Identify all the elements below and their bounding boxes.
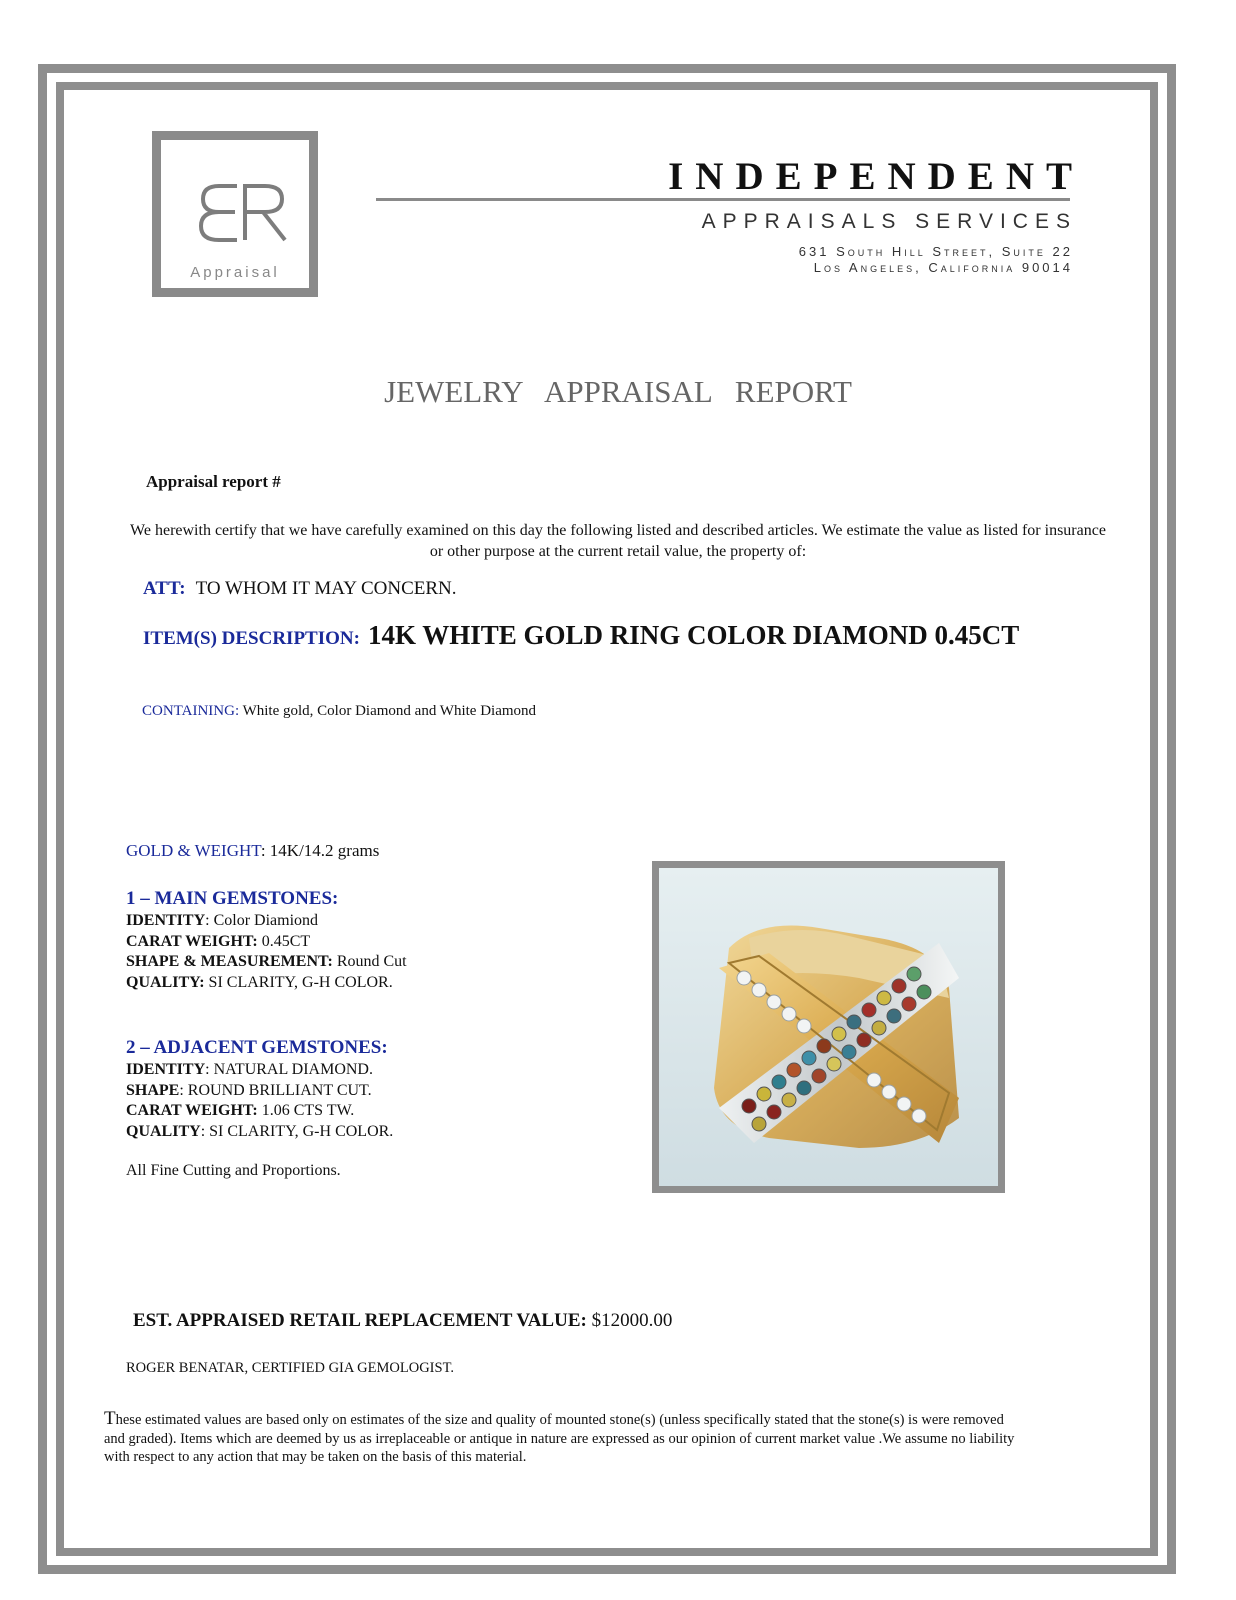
adjacent-carat-row xyxy=(126,1101,393,1122)
disclaimer xyxy=(104,1410,1024,1467)
containing-label: CONTAINING: xyxy=(142,703,240,719)
inner-border xyxy=(56,82,1158,1556)
adjacent-quality-value: : SI CLARITY, G-H COLOR. xyxy=(200,1122,394,1140)
estimated-value-amount: $12000.00 xyxy=(586,1310,673,1331)
main-shape-label: SHAPE & MEASUREMENT: xyxy=(126,953,333,970)
adjacent-carat-value: 1.06 CTS TW. xyxy=(257,1102,355,1119)
adjacent-identity-value: : NATURAL DIAMOND. xyxy=(205,1061,373,1078)
main-identity-row xyxy=(126,911,407,932)
adjacent-gemstones-section xyxy=(126,1036,393,1142)
main-shape-row xyxy=(126,952,407,973)
att-label: ATT: xyxy=(143,578,186,599)
brand-divider xyxy=(376,198,1070,201)
crossover-ring-image xyxy=(659,868,998,1186)
main-shape-value: Round Cut xyxy=(332,953,407,970)
address-line-1: 631 South Hill Street, Suite 22 xyxy=(798,244,1073,259)
report-title: JEWELRY APPRAISAL REPORT xyxy=(384,374,852,409)
logo-word: Appraisal xyxy=(190,264,280,281)
main-carat-value: 0.45CT xyxy=(257,932,311,950)
main-gemstones-section xyxy=(126,887,407,993)
address-line-2: Los Angeles, California 90014 xyxy=(813,260,1073,275)
brand-subtitle: APPRAISALS SERVICES xyxy=(701,210,1077,233)
containing-value: White gold, Color Diamond and White Diamond xyxy=(242,703,537,719)
adjacent-carat-label: CARAT WEIGHT: xyxy=(126,1102,258,1119)
ring-photo xyxy=(652,861,1005,1193)
gemologist-signature: ROGER BENATAR, CERTIFIED GIA GEMOLOGIST. xyxy=(126,1360,454,1376)
main-quality-value: SI CLARITY, G-H COLOR. xyxy=(204,973,393,991)
gold-weight-label: GOLD & WEIGHT xyxy=(126,841,261,860)
main-identity-value: : Color Diamiond xyxy=(205,912,319,929)
item-description xyxy=(143,620,1019,651)
main-gemstones-heading: 1 – MAIN GEMSTONES: xyxy=(126,888,339,909)
main-identity-label: IDENTITY xyxy=(126,912,206,929)
adjacent-quality-label: QUALITY xyxy=(126,1122,201,1140)
gold-weight-line xyxy=(126,841,379,861)
adjacent-shape-value: : ROUND BRILLIANT CUT. xyxy=(179,1081,372,1099)
estimated-value-line xyxy=(133,1310,672,1332)
estimated-value-label: EST. APPRAISED RETAIL REPLACEMENT VALUE: xyxy=(133,1310,587,1331)
br-appraisal-logo xyxy=(152,131,318,297)
main-quality-row xyxy=(126,973,407,994)
fine-cutting-note: All Fine Cutting and Proportions. xyxy=(126,1162,341,1179)
adjacent-gemstones-heading: 2 – ADJACENT GEMSTONES: xyxy=(126,1037,388,1058)
att-value: TO WHOM IT MAY CONCERN. xyxy=(195,578,457,599)
adjacent-shape-row xyxy=(126,1081,393,1102)
gold-weight-value: : 14K/14.2 grams xyxy=(260,841,380,860)
adjacent-shape-label: SHAPE xyxy=(126,1081,180,1099)
brand-title: INDEPENDENT xyxy=(668,155,1084,198)
appraisal-report-number: Appraisal report # xyxy=(146,472,281,491)
adjacent-identity-label: IDENTITY xyxy=(126,1061,206,1078)
main-carat-label: CARAT WEIGHT: xyxy=(126,932,258,950)
containing-line xyxy=(142,703,536,720)
item-description-label: ITEM(S) DESCRIPTION: xyxy=(143,628,360,649)
item-description-value: 14K WHITE GOLD RING COLOR DIAMOND 0.45CT xyxy=(367,620,1020,650)
main-carat-row xyxy=(126,932,407,953)
adjacent-identity-row xyxy=(126,1060,393,1081)
disclaimer-text: hese estimated values are based only on estimates of the size and quality of mounted stone(s) (unless specifically stated that the stone(s) is were removed and graded). Items which are deemed by us as irreplaceable or antique in nature are expressed as our opinion of current market value .We assume no liability with respect to any action that may be taken on the basis of this material. xyxy=(104,1412,1015,1465)
certification-statement: We herewith certify that we have carefully examined on this day the following listed and described articles. We estimate the value as listed for insurance or other purpose at the current retail value, the property of: xyxy=(130,522,1106,560)
adjacent-quality-row xyxy=(126,1122,393,1143)
main-quality-label: QUALITY: xyxy=(126,973,205,991)
disclaimer-initial: T xyxy=(104,1408,116,1429)
attention-line xyxy=(143,578,457,600)
br-monogram-icon xyxy=(189,168,299,258)
